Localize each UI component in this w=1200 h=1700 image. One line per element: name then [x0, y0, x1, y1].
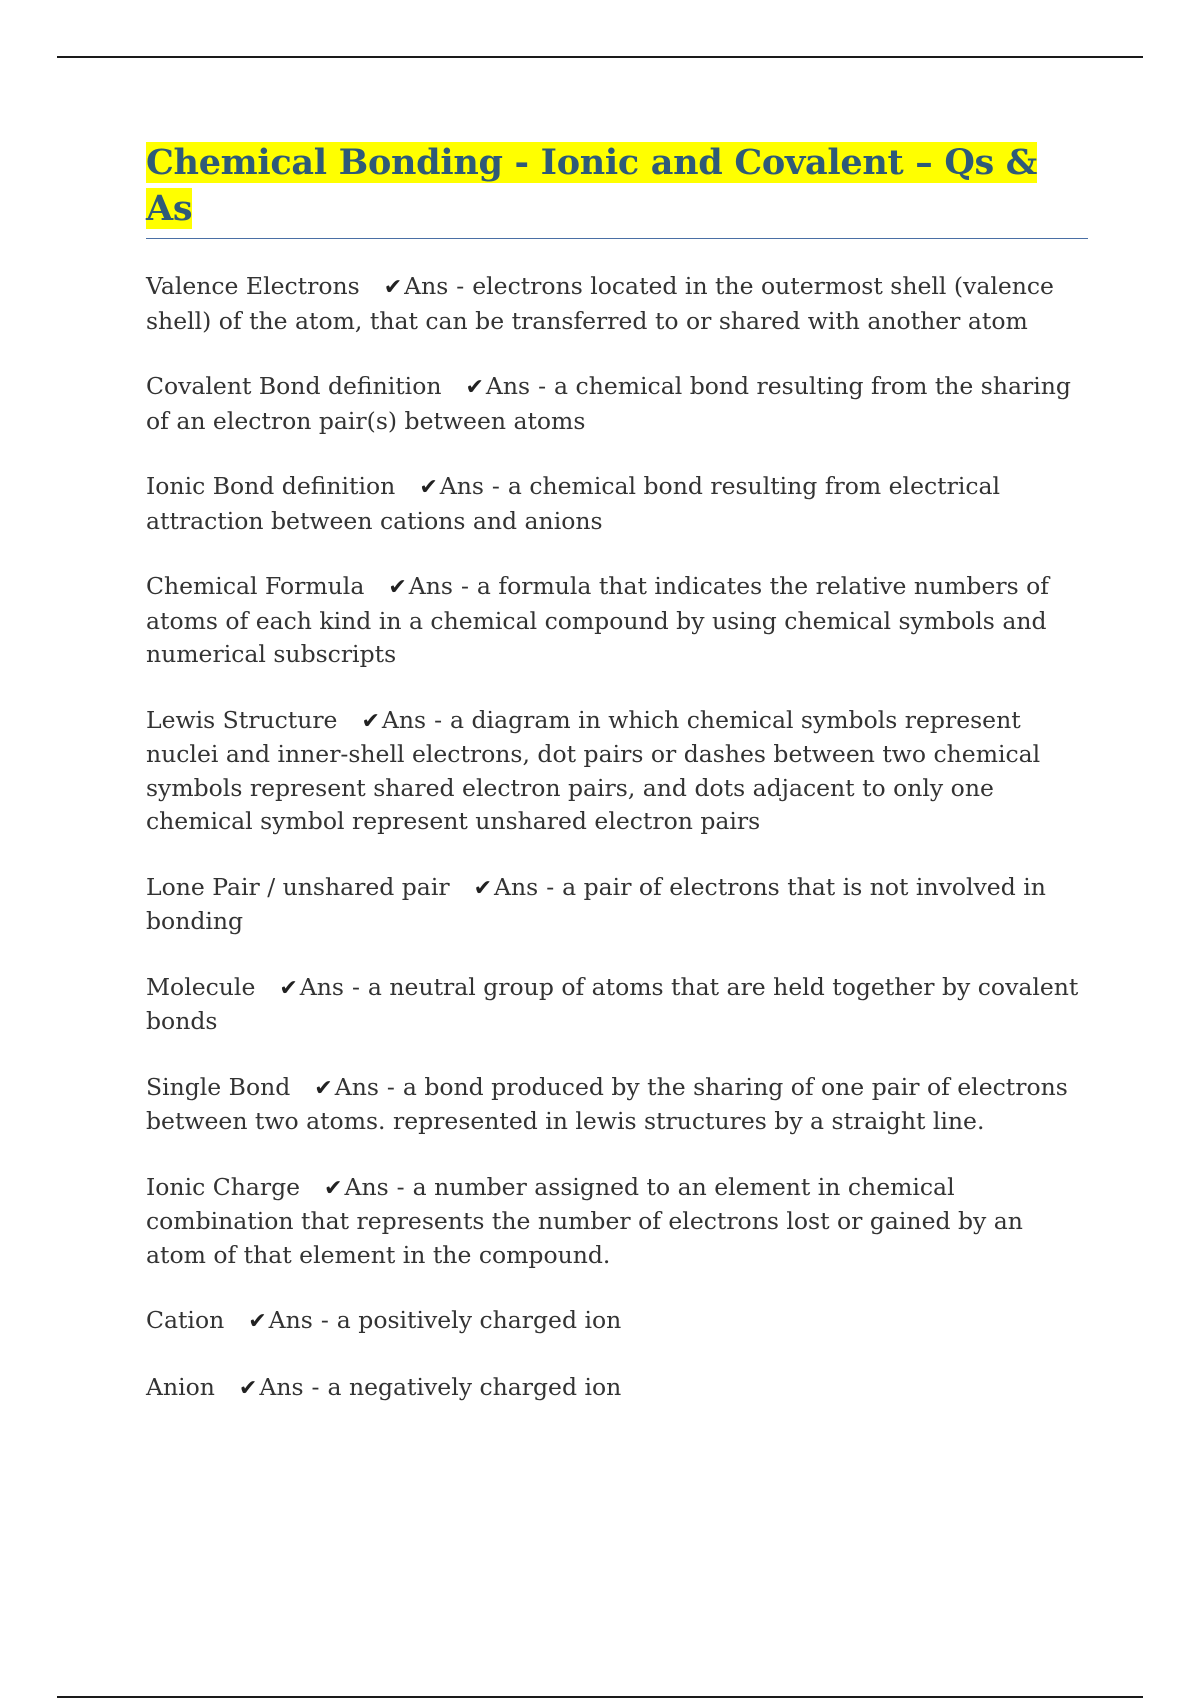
answer-label: Ans — [268, 1306, 313, 1334]
page-title: Chemical Bonding - Ionic and Covalent – Qs & As — [146, 142, 1038, 229]
answer-label: Ans — [494, 872, 539, 901]
answer-label: Ans — [344, 1172, 389, 1201]
checkmark-icon: ✔ — [361, 708, 380, 734]
qa-answer: a negatively charged ion — [327, 1372, 622, 1401]
qa-item — [146, 1171, 1088, 1273]
qa-term: Ionic Bond definition — [146, 472, 396, 500]
qa-term: Lone Pair / unshared pair — [146, 872, 450, 901]
qa-answer: a diagram in which chemical symbols represent nuclei and inner-shell electrons, dot pairs or dashes between two chemical symbols represent shared electron pairs, and dots adjacent to only one chemical symbol represent unshared electron pairs — [146, 705, 1041, 835]
answer-label: Ans — [299, 972, 344, 1001]
qa-term: Chemical Formula — [146, 572, 365, 600]
qa-answer: a positively charged ion — [336, 1306, 622, 1334]
qa-item — [146, 871, 1088, 939]
qa-term: Ionic Charge — [146, 1172, 301, 1201]
answer-separator: - — [386, 1072, 395, 1101]
document-body — [146, 140, 1088, 1437]
qa-answer: a chemical bond resulting from electrical attraction between cations and anions — [146, 472, 1001, 535]
answer-separator: - — [546, 872, 555, 901]
header-rule — [57, 56, 1143, 58]
qa-answer: a formula that indicates the relative numbers of atoms of each kind in a chemical compound by using chemical symbols and numerical subscripts — [146, 572, 1049, 668]
qa-item — [146, 1371, 1088, 1406]
checkmark-icon: ✔ — [388, 575, 407, 600]
qa-item — [146, 470, 1088, 538]
answer-separator: - — [434, 705, 443, 734]
qa-item — [146, 270, 1088, 338]
answer-label: Ans — [408, 572, 453, 600]
checkmark-icon: ✔ — [314, 1075, 333, 1101]
answer-separator: - — [456, 272, 465, 300]
qa-answer: electrons located in the outermost shell (valence shell) of the atom, that can be transferred to or shared with another atom — [146, 272, 1054, 335]
qa-list — [146, 270, 1088, 1405]
title-block — [146, 140, 1088, 239]
qa-term: Single Bond — [146, 1072, 291, 1101]
qa-term: Valence Electrons — [146, 272, 360, 300]
qa-term: Molecule — [146, 972, 256, 1001]
qa-item — [146, 971, 1088, 1039]
answer-label: Ans — [485, 372, 531, 400]
answer-label: Ans — [259, 1372, 304, 1401]
answer-label: Ans — [439, 472, 484, 500]
answer-separator: - — [491, 472, 500, 500]
qa-term: Lewis Structure — [146, 705, 338, 734]
checkmark-icon: ✔ — [279, 975, 298, 1001]
answer-separator: - — [538, 372, 547, 400]
qa-answer: a pair of electrons that is not involved in bonding — [146, 872, 1046, 935]
answer-separator: - — [311, 1372, 320, 1401]
qa-term: Covalent Bond definition — [146, 372, 442, 400]
answer-label: Ans — [381, 705, 427, 734]
qa-answer: a bond produced by the sharing of one pair of electrons between two atoms. represented in lewis structures by a straight line. — [146, 1072, 1068, 1135]
answer-separator: - — [396, 1172, 405, 1201]
qa-item — [146, 704, 1088, 839]
answer-separator: - — [320, 1306, 329, 1334]
qa-item — [146, 570, 1088, 672]
qa-item — [146, 370, 1088, 438]
answer-separator: - — [460, 572, 469, 600]
checkmark-icon: ✔ — [465, 375, 484, 400]
qa-term: Cation — [146, 1306, 225, 1334]
qa-term: Anion — [146, 1372, 215, 1401]
answer-label: Ans — [404, 272, 449, 300]
checkmark-icon: ✔ — [419, 475, 438, 500]
qa-answer: a neutral group of atoms that are held together by covalent bonds — [146, 972, 1079, 1035]
qa-answer: a chemical bond resulting from the sharing of an electron pair(s) between atoms — [146, 372, 1071, 435]
qa-answer: a number assigned to an element in chemical combination that represents the number of electrons lost or gained by an atom of that element in the compound. — [146, 1172, 1023, 1269]
answer-label: Ans — [334, 1072, 379, 1101]
checkmark-icon: ✔ — [473, 875, 493, 901]
qa-item — [146, 1071, 1088, 1139]
answer-separator: - — [351, 972, 360, 1001]
checkmark-icon: ✔ — [324, 1175, 343, 1201]
checkmark-icon: ✔ — [383, 275, 403, 300]
qa-item — [146, 1304, 1088, 1339]
checkmark-icon: ✔ — [248, 1309, 267, 1334]
checkmark-icon: ✔ — [238, 1375, 258, 1401]
footer-rule — [57, 1696, 1143, 1698]
